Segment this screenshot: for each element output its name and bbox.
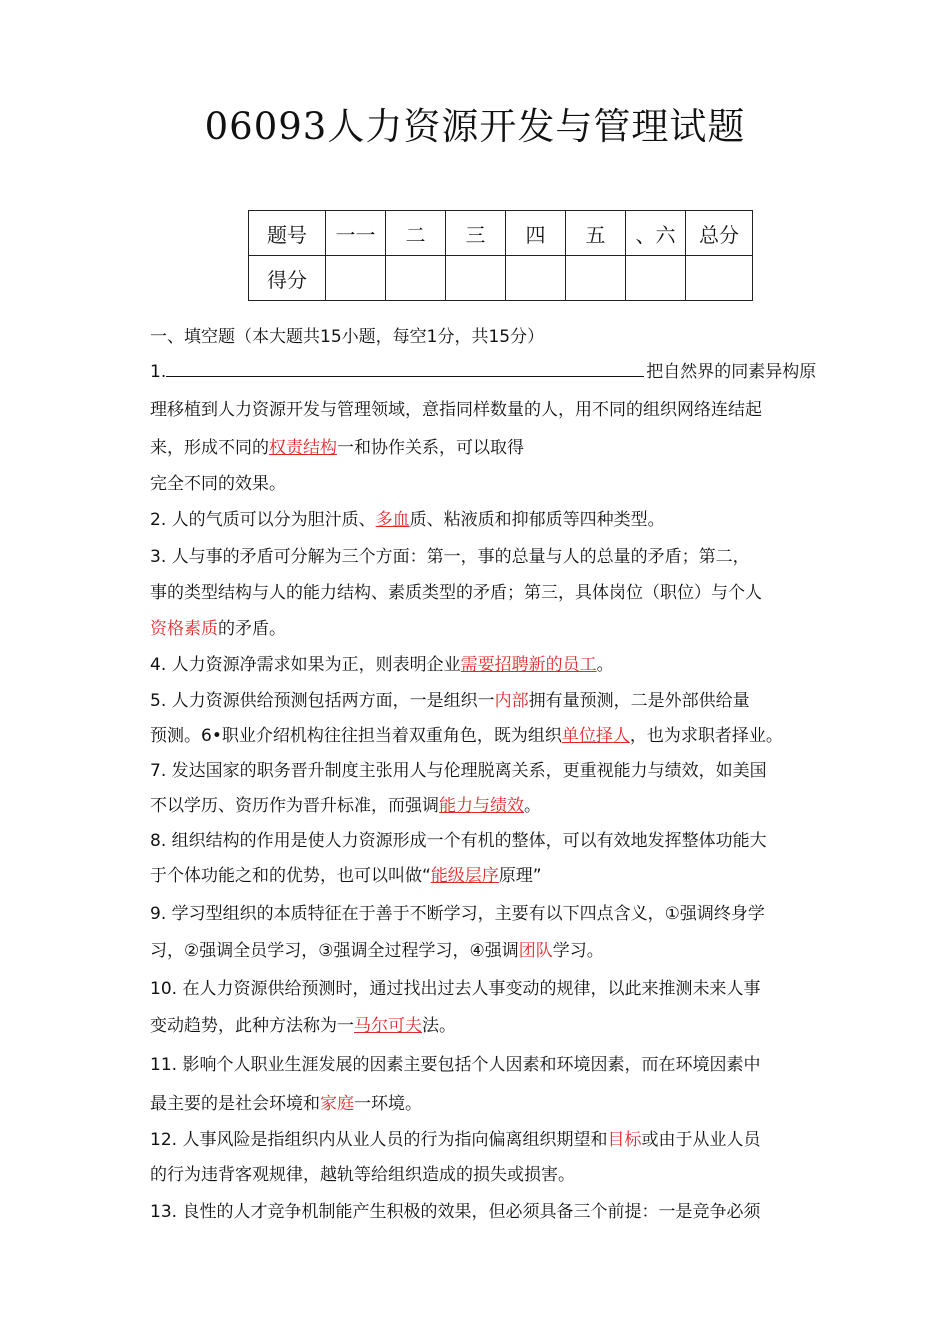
answer-text: 家庭 xyxy=(320,1094,354,1114)
question-text: 最主要的是社会环境和 xyxy=(150,1094,320,1114)
score-col-2: 二 xyxy=(386,211,446,256)
score-col-4: 四 xyxy=(506,211,566,256)
question-text: 或由于从业人员 xyxy=(641,1130,761,1150)
question-text: 。 xyxy=(524,796,541,816)
question-13-line-1: 13. 良性的人才竞争机制能产生积极的效果，但必须具备三个前提：一是竞争必须 xyxy=(150,1202,761,1222)
question-11-line-2 xyxy=(150,1093,422,1115)
score-table-header-row xyxy=(249,211,753,256)
question-text: 一和协作关系，可以取得 xyxy=(337,438,524,458)
question-text: 把自然界的同素异构原 xyxy=(646,362,817,382)
score-cell xyxy=(326,256,386,301)
score-cell xyxy=(566,256,626,301)
question-text: 2. 人的气质可以分为胆汁质、 xyxy=(150,510,376,530)
score-cell xyxy=(386,256,446,301)
question-9-line-1: 9. 学习型组织的本质特征在于善于不断学习，主要有以下四点含义，①强调终身学 xyxy=(150,904,765,924)
answer-text: 能力与绩效 xyxy=(439,796,524,816)
score-col-total: 总分 xyxy=(686,211,753,256)
answer-text: 团队 xyxy=(518,941,553,961)
question-7-line-1: 7. 发达国家的职务晋升制度主张用人与伦理脱离关系，更重视能力与绩效，如美国 xyxy=(150,761,767,781)
question-2 xyxy=(150,509,665,531)
question-text: 的矛盾。 xyxy=(218,619,286,639)
question-5-line-2 xyxy=(150,725,783,747)
score-row-label: 得分 xyxy=(249,256,326,301)
question-3-line-3 xyxy=(150,618,286,640)
answer-text: 需要招聘新的员工 xyxy=(460,655,597,675)
score-col-5: 五 xyxy=(566,211,626,256)
score-table xyxy=(248,210,753,301)
question-text: 法。 xyxy=(422,1016,456,1036)
question-text: 于个体功能之和的优势，也可以叫做“ xyxy=(150,866,431,886)
question-text: 一环境。 xyxy=(354,1094,422,1114)
answer-text: 内部 xyxy=(494,691,529,711)
answer-text: 能级层序 xyxy=(430,866,499,886)
question-text: 预测。6•职业介绍机构往往担当着双重角色，既为组织 xyxy=(150,726,562,746)
question-text: 变动趋势，此种方法称为一 xyxy=(150,1016,354,1036)
question-10-line-1: 10. 在人力资源供给预测时，通过找出过去人事变动的规律，以此来推测未来人事 xyxy=(150,979,761,999)
question-text: 5. 人力资源供给预测包括两方面，一是组织一 xyxy=(150,691,495,711)
question-1-line-4: 完全不同的效果。 xyxy=(150,474,286,494)
question-9-line-2 xyxy=(150,940,604,962)
question-text: 4. 人力资源净需求如果为正，则表明企业 xyxy=(150,655,461,675)
score-cell xyxy=(686,256,753,301)
score-table-score-row xyxy=(249,256,753,301)
score-cell xyxy=(446,256,506,301)
question-text: 。 xyxy=(596,655,614,675)
question-4 xyxy=(150,654,614,676)
question-1-line-3 xyxy=(150,437,524,459)
question-8-line-2 xyxy=(150,865,542,887)
question-text: 原理” xyxy=(498,866,542,886)
question-text: 学习。 xyxy=(552,941,604,961)
score-col-6: 、六 xyxy=(626,211,686,256)
page-title: 06093人力资源开发与管理试题 xyxy=(204,105,746,148)
score-cell xyxy=(506,256,566,301)
question-12-line-1 xyxy=(150,1129,760,1151)
answer-text: 权责结构 xyxy=(269,438,337,458)
question-7-line-2 xyxy=(150,795,541,817)
answer-text: 马尔可夫 xyxy=(354,1016,422,1036)
question-text: 不以学历、资历作为晋升标准，而强调 xyxy=(150,796,439,816)
question-text: 习，②强调全员学习，③强调全过程学习，④强调 xyxy=(150,941,519,961)
question-11-line-1: 11. 影响个人职业生涯发展的因素主要包括个人因素和环境因素，而在环境因素中 xyxy=(150,1055,761,1075)
section-heading: 一、填空题（本大题共15小题，每空1分，共15分） xyxy=(150,327,545,347)
question-12-line-2: 的行为违背客观规律，越轨等给组织造成的损失或损害。 xyxy=(150,1165,575,1185)
question-3-line-1: 3. 人与事的矛盾可分解为三个方面：第一，事的总量与人的总量的矛盾；第二， xyxy=(150,547,750,567)
score-col-1: 一一 xyxy=(326,211,386,256)
answer-text: 资格素质 xyxy=(150,619,218,639)
question-number: 1. xyxy=(150,362,167,382)
question-5-line-1 xyxy=(150,690,750,712)
question-10-line-2 xyxy=(150,1015,456,1037)
score-col-3: 三 xyxy=(446,211,506,256)
question-1-line-1 xyxy=(150,360,816,383)
question-text: 质、粘液质和抑郁质等四种类型。 xyxy=(409,510,665,530)
answer-blank xyxy=(166,360,644,377)
answer-text: 目标 xyxy=(607,1130,642,1150)
score-cell xyxy=(626,256,686,301)
question-text: ，也为求职者择业。 xyxy=(629,726,783,746)
score-header-label: 题号 xyxy=(249,211,326,256)
question-text: 拥有量预测，二是外部供给量 xyxy=(528,691,750,711)
answer-text: 多血 xyxy=(375,510,410,530)
question-1-line-2: 理移植到人力资源开发与管理领域，意指同样数量的人，用不同的组织网络连结起 xyxy=(150,400,762,420)
question-text: 来，形成不同的 xyxy=(150,438,269,458)
answer-text: 单位择人 xyxy=(561,726,630,746)
question-text: 12. 人事风险是指组织内从业人员的行为指向偏离组织期望和 xyxy=(150,1130,608,1150)
question-3-line-2: 事的类型结构与人的能力结构、素质类型的矛盾；第三，具体岗位（职位）与个人 xyxy=(150,583,762,603)
question-8-line-1: 8. 组织结构的作用是使人力资源形成一个有机的整体，可以有效地发挥整体功能大 xyxy=(150,831,767,851)
